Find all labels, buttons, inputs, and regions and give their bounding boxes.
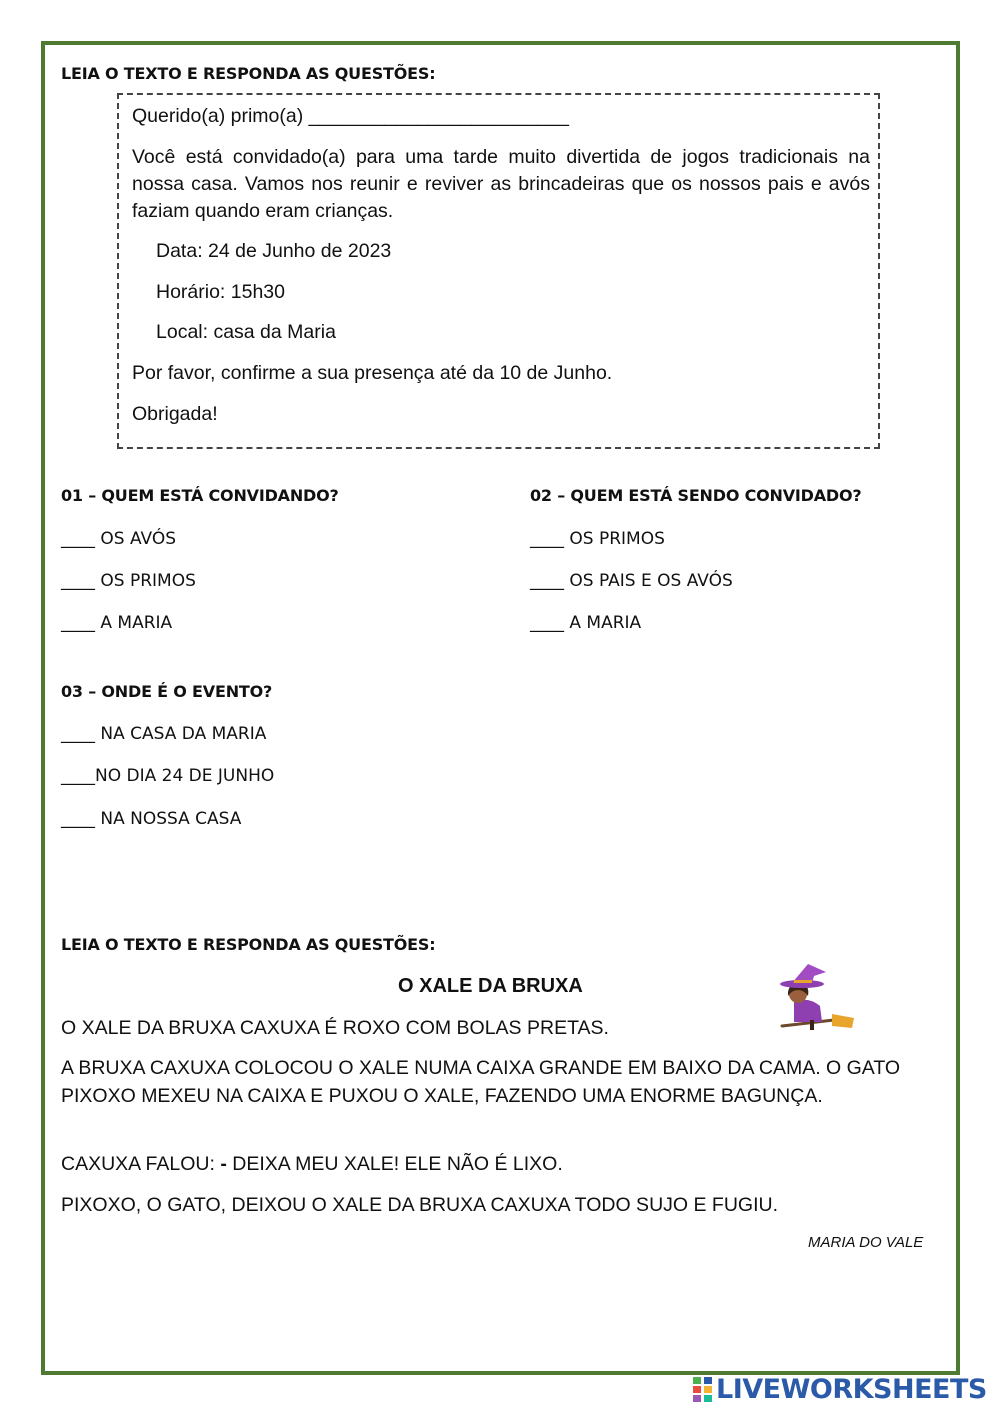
liveworksheets-logo-icon	[692, 1375, 714, 1403]
letter-time: Horário: 15h30	[156, 281, 285, 303]
story-p3-rest: DEIXA MEU XALE! ELE NÃO É LIXO.	[226, 1153, 563, 1175]
question-3-title: 03 – ONDE É O EVENTO?	[61, 682, 273, 701]
story-title: O XALE DA BRUXA	[398, 975, 583, 997]
letter-thanks: Obrigada!	[132, 403, 218, 425]
story-paragraph-3	[61, 1151, 563, 1178]
story-p3-dash: -	[220, 1153, 227, 1175]
q2-option-2[interactable]: ____ OS PAIS E OS AVÓS	[530, 571, 733, 591]
story-p3-prefix: CAXUXA FALOU:	[61, 1153, 221, 1175]
q3-option-1[interactable]: ____ NA CASA DA MARIA	[61, 724, 267, 744]
section1-header: LEIA O TEXTO E RESPONDA AS QUESTÕES:	[61, 64, 436, 83]
q1-option-2[interactable]: ____ OS PRIMOS	[61, 571, 196, 591]
witch-illustration	[764, 962, 856, 1036]
liveworksheets-brand[interactable]	[692, 1373, 987, 1405]
story-paragraph-2: A BRUXA CAXUXA COLOCOU O XALE NUMA CAIXA GRANDE EM BAIXO DA CAMA. O GATO PIXOXO MEXEU NA CAIXA E PUXOU O XALE, FAZENDO UMA ENORME BAGUNÇA.	[61, 1057, 901, 1107]
q3-option-2[interactable]: ____NO DIA 24 DE JUNHO	[61, 766, 275, 786]
q1-option-1[interactable]: ____ OS AVÓS	[61, 529, 177, 549]
q2-option-1[interactable]: ____ OS PRIMOS	[530, 529, 665, 549]
story-paragraph-4: PIXOXO, O GATO, DEIXOU O XALE DA BRUXA CAXUXA TODO SUJO E FUGIU.	[61, 1194, 778, 1216]
q2-option-3[interactable]: ____ A MARIA	[530, 613, 642, 633]
section2-header: LEIA O TEXTO E RESPONDA AS QUESTÕES:	[61, 935, 436, 954]
question-1-title: 01 – QUEM ESTÁ CONVIDANDO?	[61, 486, 339, 505]
letter-body: Você está convidado(a) para uma tarde muito divertida de jogos tradicionais na nossa casa. Vamos nos reunir e reviver as brincadeiras que os nossos pais e avós faziam quando eram crianças.	[132, 146, 870, 222]
question-2-title: 02 – QUEM ESTÁ SENDO CONVIDADO?	[530, 486, 862, 505]
brand-name: LIVEWORKSHEETS	[716, 1373, 987, 1405]
letter-date: Data: 24 de Junho de 2023	[156, 240, 392, 262]
q1-option-3[interactable]: ____ A MARIA	[61, 613, 173, 633]
q3-option-3[interactable]: ____ NA NOSSA CASA	[61, 809, 242, 829]
letter-confirm: Por favor, confirme a sua presença até da 10 de Junho.	[132, 362, 613, 384]
letter-place: Local: casa da Maria	[156, 321, 336, 343]
story-author: MARIA DO VALE	[808, 1234, 924, 1251]
story-paragraph-1: O XALE DA BRUXA CAXUXA É ROXO COM BOLAS PRETAS.	[61, 1017, 609, 1039]
letter-greeting: Querido(a) primo(a) ________________________	[132, 105, 569, 127]
